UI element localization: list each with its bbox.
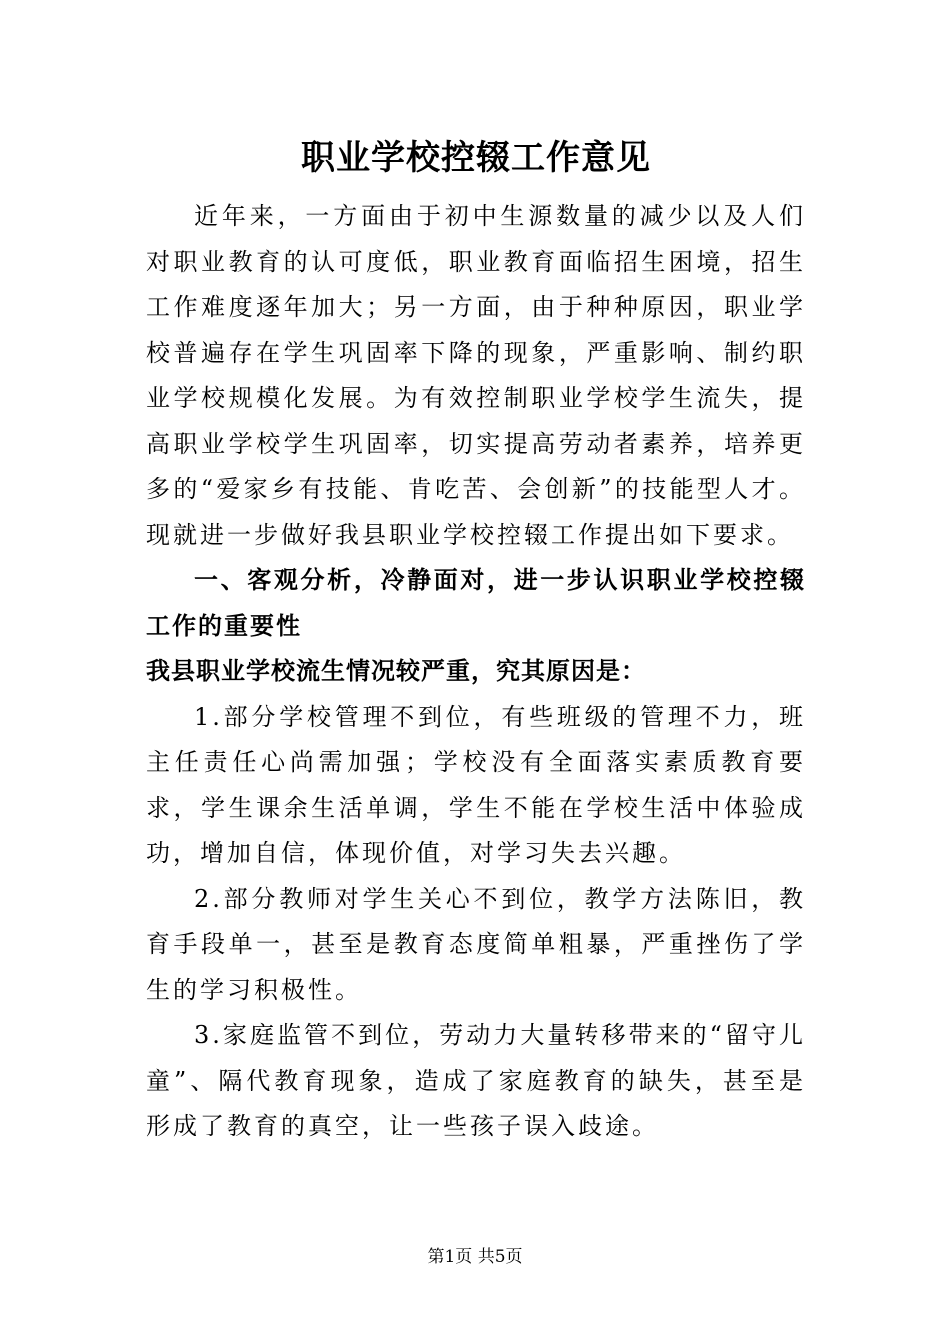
document-body [146,132,806,1150]
document-title: 职业学校控辍工作意见 [301,138,651,178]
section-subheading: 我县职业学校流生情况较严重，究其原因是： [146,657,646,685]
list-item: 2.部分教师对学生关心不到位，教学方法陈旧，教育手段单一，甚至是教育态度简单粗暴，严重挫伤了学生的学习积极性。 [146,884,806,1004]
page-number-footer: 第1页 共5页 [427,1247,523,1267]
list-item: 1.部分学校管理不到位，有些班级的管理不力，班主任责任心尚需加强；学校没有全面落实素质教育要求，学生课余生活单调，学生不能在学校生活中体验成功，增加自信，体现价值，对学习失去兴趣。 [146,702,806,867]
intro-paragraph: 近年来，一方面由于初中生源数量的减少以及人们对职业教育的认可度低，职业教育面临招生困境，招生工作难度逐年加大；另一方面，由于种种原因，职业学校普遍存在学生巩固率下降的现象，严重影响、制约职业学校规模化发展。为有效控制职业学校学生流失，提高职业学校学生巩固率，切实提高劳动者素养，培养更多的“爱家乡有技能、肯吃苦、会创新”的技能型人才。现就进一步做好我县职业学校控辍工作提出如下要求。 [146,202,806,549]
list-item: 3.家庭监管不到位，劳动力大量转移带来的“留守儿童”、隔代教育现象，造成了家庭教育的缺失，甚至是形成了教育的真空，让一些孩子误入歧途。 [146,1021,806,1140]
section-heading: 一、客观分析，冷静面对，进一步认识职业学校控辍工作的重要性 [146,566,806,640]
